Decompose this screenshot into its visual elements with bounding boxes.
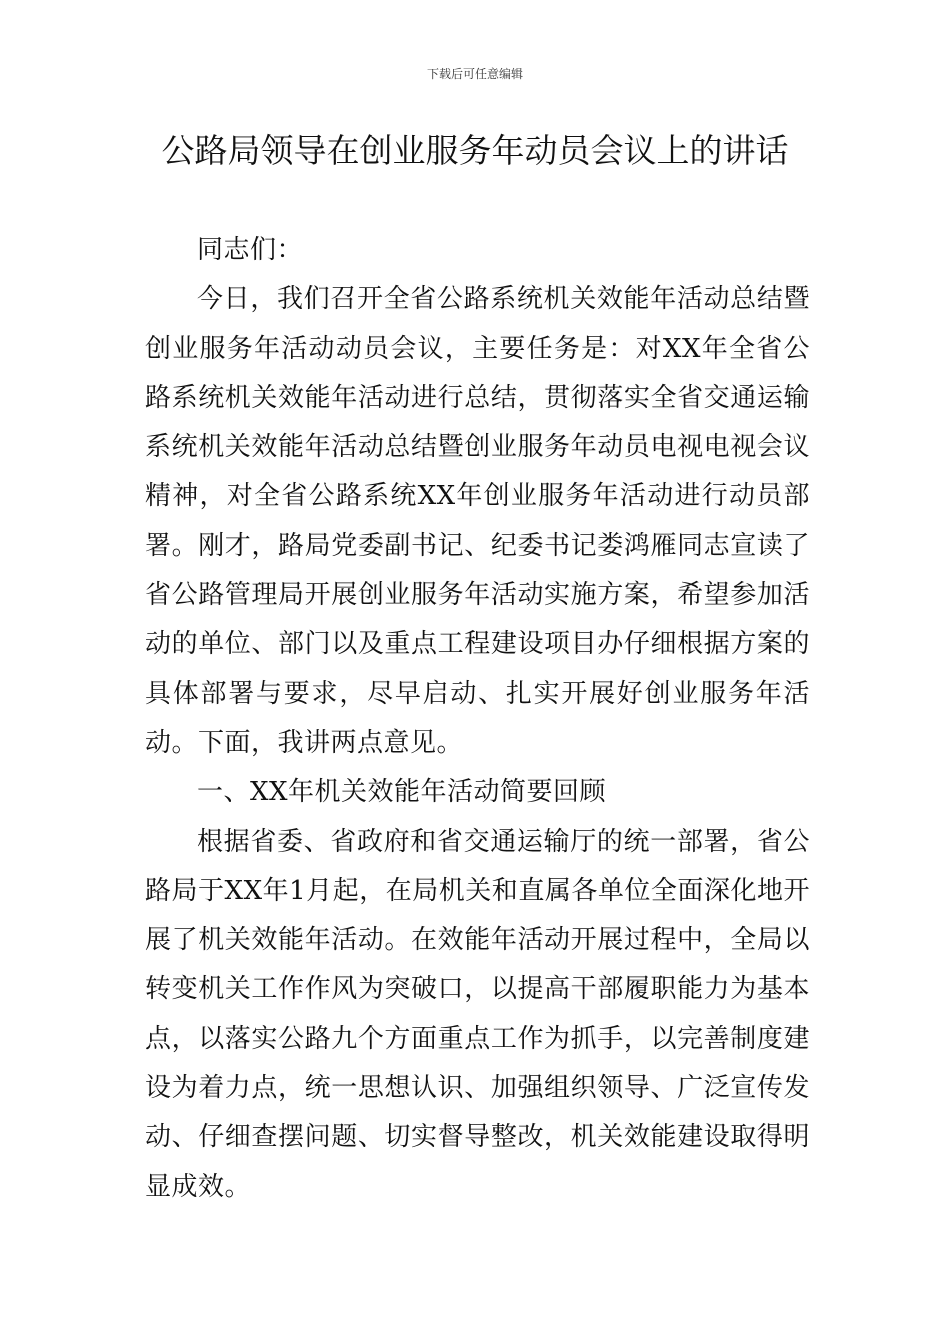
document-title: 公路局领导在创业服务年动员会议上的讲话 <box>161 131 789 170</box>
document-body <box>145 226 810 1212</box>
salutation: 同志们： <box>197 235 304 265</box>
paragraph-review: 根据省委、省政府和省交通运输厅的统一部署，省公路局于XX年1月起，在局机关和直属各单位全面深化地开展了机关效能年活动。在效能年活动开展过程中，全局以转变机关工作作风为突破口，以提高干部履职能力为基本点，以落实公路九个方面重点工作为抓手，以完善制度建设为着力点，统一思想认识、加强组织领导、广泛宣传发动、仔细查摆问题、切实督导整改，机关效能建设取得明显成效。 <box>145 826 810 1202</box>
section-heading: 一、XX年机关效能年活动简要回顾 <box>197 777 607 808</box>
paragraph-intro: 今日，我们召开全省公路系统机关效能年活动总结暨创业服务年活动动员会议，主要任务是：对XX年全省公路系统机关效能年活动进行总结，贯彻落实全省交通运输系统机关效能年活动总结暨创业服务年动员电视电视会议精神，对全省公路系统XX年创业服务年活动进行动员部署。刚才，路局党委副书记、纪委书记娄鸿雁同志宣读了省公路管理局开展创业服务年活动实施方案，希望参加活动的单位、部门以及重点工程建设项目办仔细根据方案的具体部署与要求，尽早启动、扎实开展好创业服务年活动。下面，我讲两点意见。 <box>145 284 810 758</box>
header-note: 下载后可任意编辑 <box>426 67 523 81</box>
